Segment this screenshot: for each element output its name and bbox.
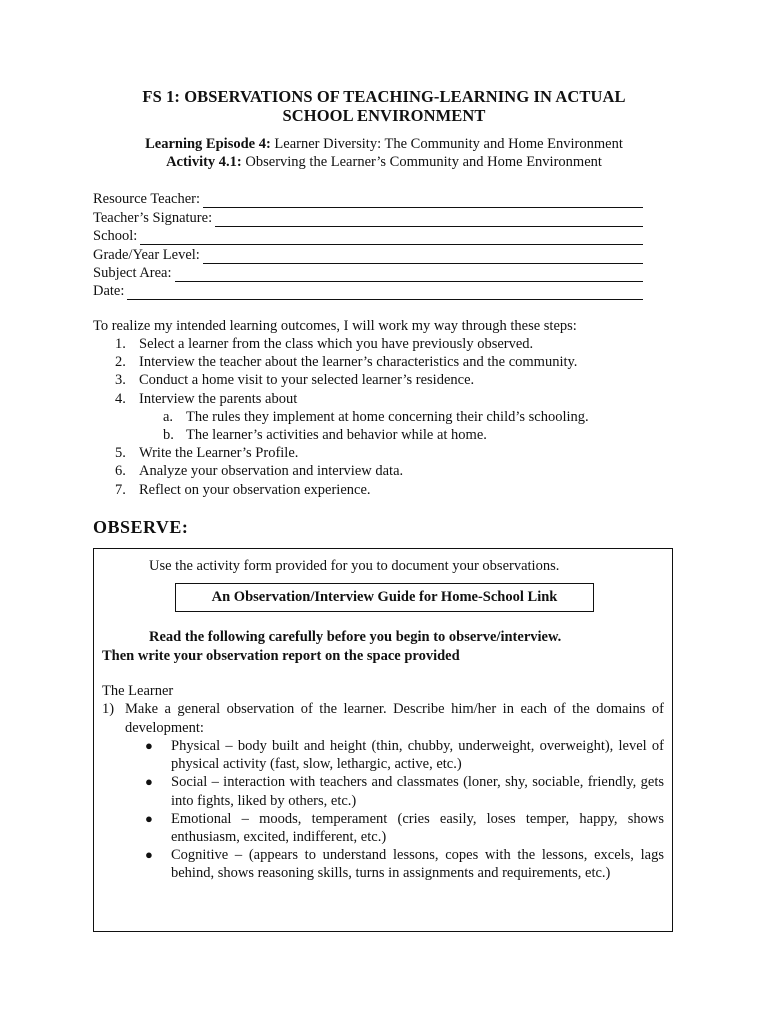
field-resource-teacher[interactable]: Resource Teacher: [93,190,643,208]
bullet-emotional: ● Emotional – moods, temperament (cries easily, loses temper, happy, shows enthusiasm, excited, indifferent, etc.) [145,810,664,846]
bullet-social: ● Social – interaction with teachers and classmates (loner, shy, sociable, friendly, gets into fights, liked by others, etc.) [145,774,664,809]
bullet-cognitive: ● Cognitive – (appears to understand lessons, copes with the lessons, excels, lags behind, shows reasoning skills, turns in assignments and requirements, etc.) [145,847,664,882]
bullet-icon: ● [145,847,153,863]
field-teacher-signature[interactable]: Teacher’s Signature: [93,208,643,226]
observe-heading: OBSERVE: [93,517,189,537]
fill-line[interactable] [175,268,643,282]
read-instructions [102,628,664,665]
fill-line[interactable] [140,231,643,245]
fill-line[interactable] [215,213,643,227]
list-item: 7. Reflect on your observation experience. [115,481,371,498]
fill-line[interactable] [203,250,643,264]
activity-label: Activity 4.1: [166,154,242,170]
read-line-2: Then write your observation report on the space provided [102,647,460,664]
list-item: 5. Write the Learner’s Profile. [115,445,299,462]
box-instruction: Use the activity form provided for you to document your observations. [149,558,560,574]
bullet-physical: ● Physical – body built and height (thin, chubby, underweight, overweight), level of physical activity (fast, slow, lethargic, active, etc.) [145,738,664,773]
bullet-icon: ● [145,774,153,790]
learner-heading: The Learner [102,683,174,699]
steps-list [93,335,673,499]
list-item: 1. Select a learner from the class which you have previously observed. [115,336,534,352]
field-date[interactable]: Date: [93,282,643,300]
fill-line[interactable] [127,286,643,300]
bullet-icon: ● [145,738,153,753]
info-fields [93,190,643,300]
domains-list [141,737,664,883]
fill-line[interactable] [203,194,643,208]
list-item: 3. Conduct a home visit to your selected learner’s residence. [115,372,475,389]
field-grade-year-level[interactable]: Grade/Year Level: [93,245,643,263]
bullet-icon: ● [145,810,153,826]
activity-text: Observing the Learner’s Community and Home Environment [241,154,602,170]
episode-text: Learner Diversity: The Community and Home Environment [270,136,623,152]
list-sub-item: a. The rules they implement at home concerning their child’s schooling. [163,408,589,425]
activity-line [0,153,768,171]
title-line-2: SCHOOL ENVIRONMENT [282,106,486,125]
intro-text: To realize my intended learning outcomes, I will work my way through these steps: [93,318,577,334]
document-title [0,87,768,125]
title-line-1: FS 1: OBSERVATIONS OF TEACHING-LEARNING IN ACTUAL [142,87,626,106]
numbered-item: 1) Make a general observation of the learner. Describe him/her in each of the domains of development: [102,701,664,736]
list-item: 2. Interview the teacher about the learner’s characteristics and the community. [115,354,578,371]
list-sub-item: b. The learner’s activities and behavior while at home. [163,426,487,443]
list-item: 6. Analyze your observation and interview data. [115,463,404,480]
episode-label: Learning Episode 4: [145,136,271,152]
read-line-1: Read the following carefully before you begin to observe/interview. [149,629,562,645]
observation-box [93,548,673,932]
field-school[interactable]: School: [93,227,643,245]
episode-line [0,135,768,153]
list-item: 4. Interview the parents about [115,390,298,407]
field-subject-area[interactable]: Subject Area: [93,264,643,282]
guide-title-box: An Observation/Interview Guide for Home-School Link [175,583,594,612]
